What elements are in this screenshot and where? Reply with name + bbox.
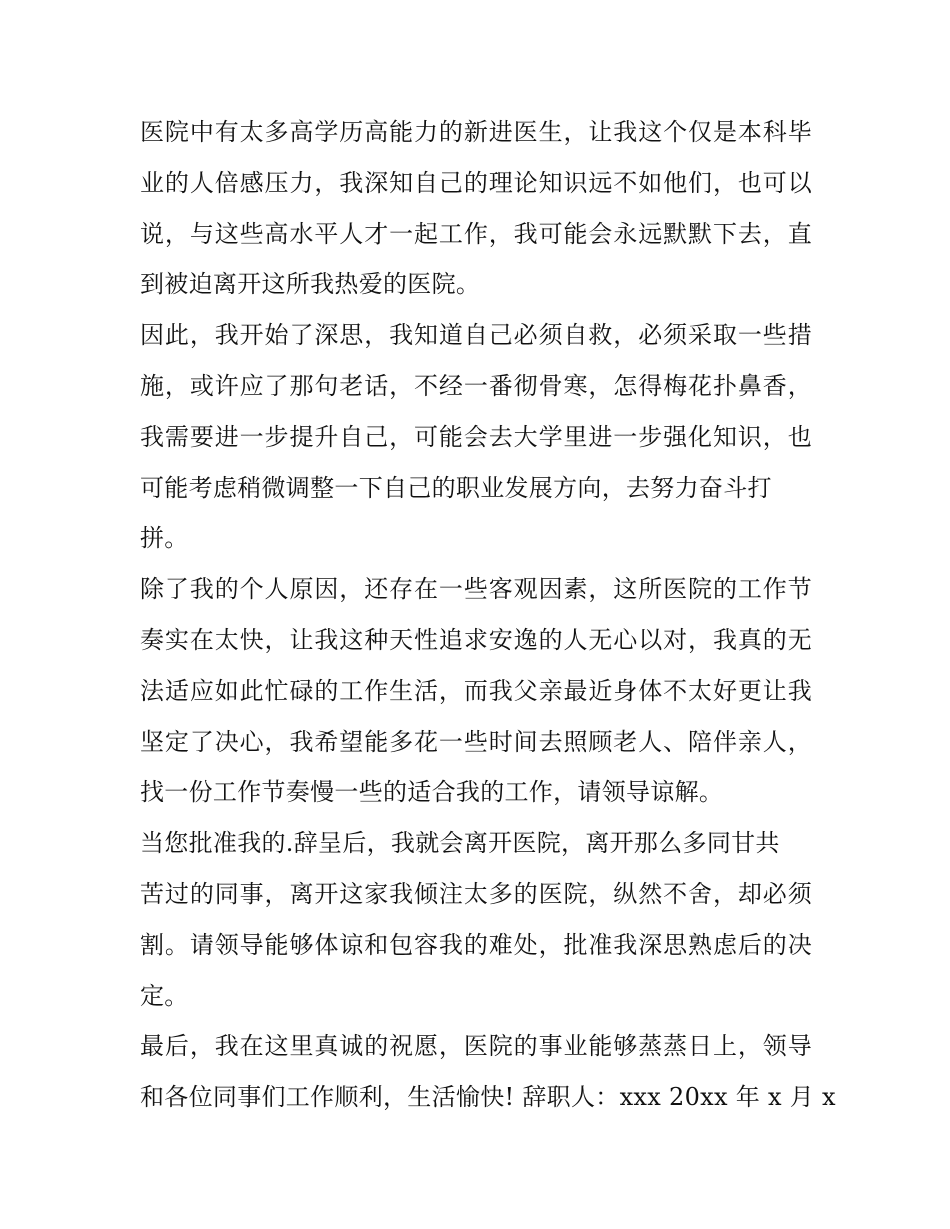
text-line: 割。请领导能够体谅和包容我的难处，批准我深思熟虑后的决	[140, 930, 812, 959]
text-line: 坚定了决心，我希望能多花一些时间去照顾老人、陪伴亲人，	[140, 727, 812, 756]
text-line: 我需要进一步提升自己，可能会去大学里进一步强化知识，也	[140, 422, 812, 451]
text-line: 说，与这些高水平人才一起工作，我可能会永远默默下去，直	[140, 219, 812, 248]
text-line: 法适应如此忙碌的工作生活，而我父亲最近身体不太好更让我	[140, 676, 812, 705]
document-body	[140, 107, 836, 1123]
text-line: 当您批准我的.辞呈后，我就会离开医院，离开那么多同甘共	[140, 829, 780, 858]
text-line: 苦过的同事，离开这家我倾注太多的医院，纵然不舍，却必须	[140, 879, 812, 908]
text-line: 到被迫离开这所我热爱的医院。	[140, 270, 481, 299]
text-line: 奏实在太快，让我这种天性追求安逸的人无心以对，我真的无	[140, 625, 812, 654]
text-line: 可能考虑稍微调整一下自己的职业发展方向，去努力奋斗打	[140, 473, 772, 502]
text-line: 定。	[140, 981, 189, 1010]
text-line: 最后，我在这里真诚的祝愿，医院的事业能够蒸蒸日上，领导	[140, 1032, 812, 1061]
text-line: 因此，我开始了深思，我知道自己必须自救，必须采取一些措	[140, 321, 812, 350]
text-line: 业的人倍感压力，我深知自己的理论知识远不如他们，也可以	[140, 168, 812, 197]
text-line: 除了我的个人原因，还存在一些客观因素，这所医院的工作节	[140, 575, 812, 604]
text-line: 医院中有太多高学历高能力的新进医生，让我这个仅是本科毕	[140, 118, 812, 146]
text-line: 施，或许应了那句老话，不经一番彻骨寒，怎得梅花扑鼻香，	[140, 371, 812, 400]
text-line: 和各位同事们工作顺利，生活愉快! 辞职人：xxx 20xx 年 x 月 x	[140, 1083, 836, 1112]
text-line: 拼。	[140, 524, 189, 553]
text-line: 找一份工作节奏慢一些的适合我的工作，请领导谅解。	[140, 778, 724, 807]
